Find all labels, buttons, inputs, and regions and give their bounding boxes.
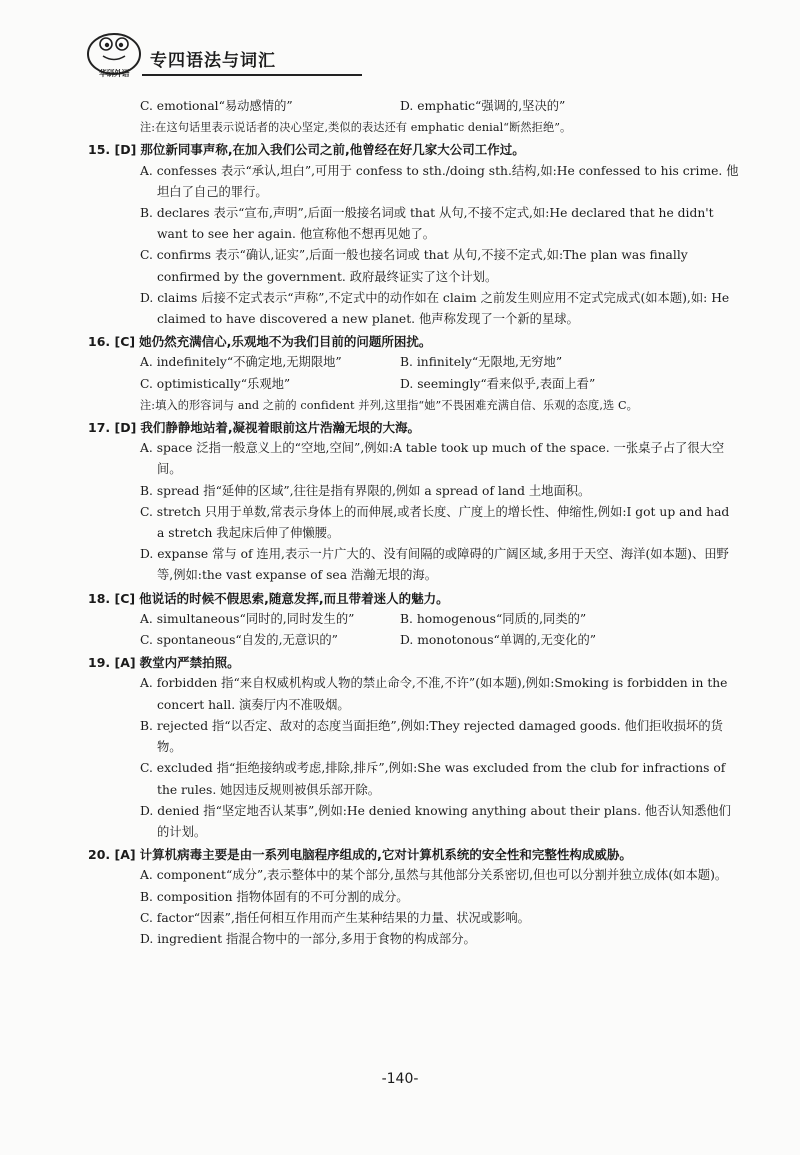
question-stem: 我们静静地站着,凝视着眼前这片浩瀚无垠的大海。 [140, 420, 421, 436]
options-row [88, 609, 740, 630]
option-b: B. spread 指“延伸的区域”,往往是指有界限的,例如 a spread of land 土地面积。 [140, 483, 591, 498]
option-a: A. forbidden 指“来自权威机构或人物的禁止命令,不准,不许”(如本题),例如:Smoking is forbidden in the concert hall. 演奏厅内不准吸烟。 [140, 676, 728, 712]
question-stem: 教堂内严禁拍照。 [139, 655, 240, 671]
question-number: 18. [C] [88, 590, 136, 606]
options-row [88, 374, 740, 395]
options-row [88, 352, 740, 373]
option-c: C. emotional“易动感情的” [140, 99, 293, 113]
option-d: D. expanse 常与 of 连用,表示一片广大的、没有间隔的或障碍的广阔区域,多用于天空、海洋(如本题)、田野等,例如:the vast expanse of sea 浩瀚无垠的海。 [140, 547, 729, 583]
question-16 [88, 331, 740, 352]
option-c: C. optimistically“乐观地” [140, 376, 291, 391]
page-number: -140- [381, 1071, 419, 1087]
option-c: C. spontaneous“自发的,无意识的” [140, 633, 338, 648]
logo-text: 华研外语 [99, 69, 129, 78]
option-a: A. component“成分”,表示整体中的某个部分,虽然与其他部分关系密切,但也可以分割并独立成体(如本题)。 [140, 868, 728, 883]
option-a: A. confesses 表示“承认,坦白”,可用于 confess to sth./doing sth.结构,如:He confessed to his crime. 他坦白了自己的罪行。 [140, 163, 739, 199]
prev-options-row [88, 96, 740, 117]
option-b: B. rejected 指“以否定、敌对的态度当面拒绝”,例如:They rejected damaged goods. 他们拒收损坏的货物。 [140, 718, 723, 755]
option-d: D. seemingly“看来似乎,表面上看” [400, 376, 596, 391]
header-title: 专四语法与词汇 [150, 51, 276, 71]
question-17 [88, 417, 740, 438]
option-d: D. emphatic“强调的,坚决的” [400, 99, 566, 113]
question-stem: 他说话的时候不假思索,随意发挥,而且带着迷人的魅力。 [139, 590, 449, 606]
option-c: C. stretch 只用于单数,常表示身体上的而伸展,或者长度、广度上的增长性、伸缩性,例如:I got up and had a stretch 我起床后伸了伸懒腰。 [140, 504, 730, 541]
options-row [88, 630, 740, 651]
option-c: C. factor“因素”,指任何相互作用而产生某种结果的力量、状况或影响。 [140, 910, 530, 925]
question-15 [88, 139, 740, 160]
option-b: B. composition 指物体固有的不可分割的成分。 [140, 889, 409, 904]
question-stem: 她仍然充满信心,乐观地不为我们目前的问题所困扰。 [139, 334, 432, 350]
option-b: B. declares 表示“宣布,声明”,后面一般接名词或 that 从句,不接不定式,如:He declared that he didn't want to see her again. 他宣称他不想再见她了。 [140, 206, 714, 242]
running-header [86, 30, 416, 80]
question-number: 20. [A] [88, 847, 136, 863]
option-d: D. ingredient 指混合物中的一部分,多用于食物的构成部分。 [140, 931, 476, 946]
question-stem: 那位新同事声称,在加入我们公司之前,他曾经在好几家大公司工作过。 [140, 142, 525, 158]
option-a: A. simultaneous“同时的,同时发生的” [140, 611, 355, 626]
option-d: D. denied 指“坚定地否认某事”,例如:He denied knowing anything about their plans. 他否认知悉他们的计划。 [140, 803, 731, 839]
note: 注:填入的形容词与 and 之前的 confident 并列,这里指“她”不畏困难充满自信、乐观的态度,选 C。 [140, 398, 638, 412]
option-d: D. monotonous“单调的,无变化的” [400, 633, 597, 648]
page-content [88, 96, 740, 950]
option-c: C. confirms 表示“确认,证实”,后面一般也接名词或 that 从句,不接不定式,如:The plan was finally confirmed by the government. 政府最终证实了这个计划。 [140, 248, 688, 284]
question-number: 15. [D] [88, 142, 137, 158]
option-b: B. homogenous“同质的,同类的” [400, 611, 587, 626]
question-number: 17. [D] [88, 420, 137, 436]
header-rule [142, 74, 362, 76]
question-number: 16. [C] [88, 334, 136, 350]
question-20 [88, 844, 740, 865]
option-d: D. claims 后接不定式表示“声称”,不定式中的动作如在 claim 之前发生则应用不定式完成式(如本题),如: He claimed to have discovered a new planet. 他声称发现了一个新的星球。 [140, 290, 730, 327]
option-a: A. space 泛指一般意义上的“空地,空间”,例如:A table took up much of the space. 一张桌子占了很大空间。 [140, 441, 725, 477]
option-b: B. infinitely“无限地,无穷地” [400, 355, 563, 370]
question-18 [88, 588, 740, 609]
note: 注:在这句话里表示说话者的决心坚定,类似的表达还有 emphatic denial“断然拒绝”。 [140, 121, 572, 135]
question-19 [88, 652, 740, 673]
option-c: C. excluded 指“拒绝接纳或考虑,排除,排斥”,例如:She was excluded from the club for infractions of the rules. 她因违反规则被俱乐部开除。 [140, 761, 726, 797]
question-number: 19. [A] [88, 655, 136, 671]
option-a: A. indefinitely“不确定地,无期限地” [140, 355, 342, 370]
question-stem: 计算机病毒主要是由一系列电脑程序组成的,它对计算机系统的安全性和完整性构成威胁。 [139, 847, 632, 863]
